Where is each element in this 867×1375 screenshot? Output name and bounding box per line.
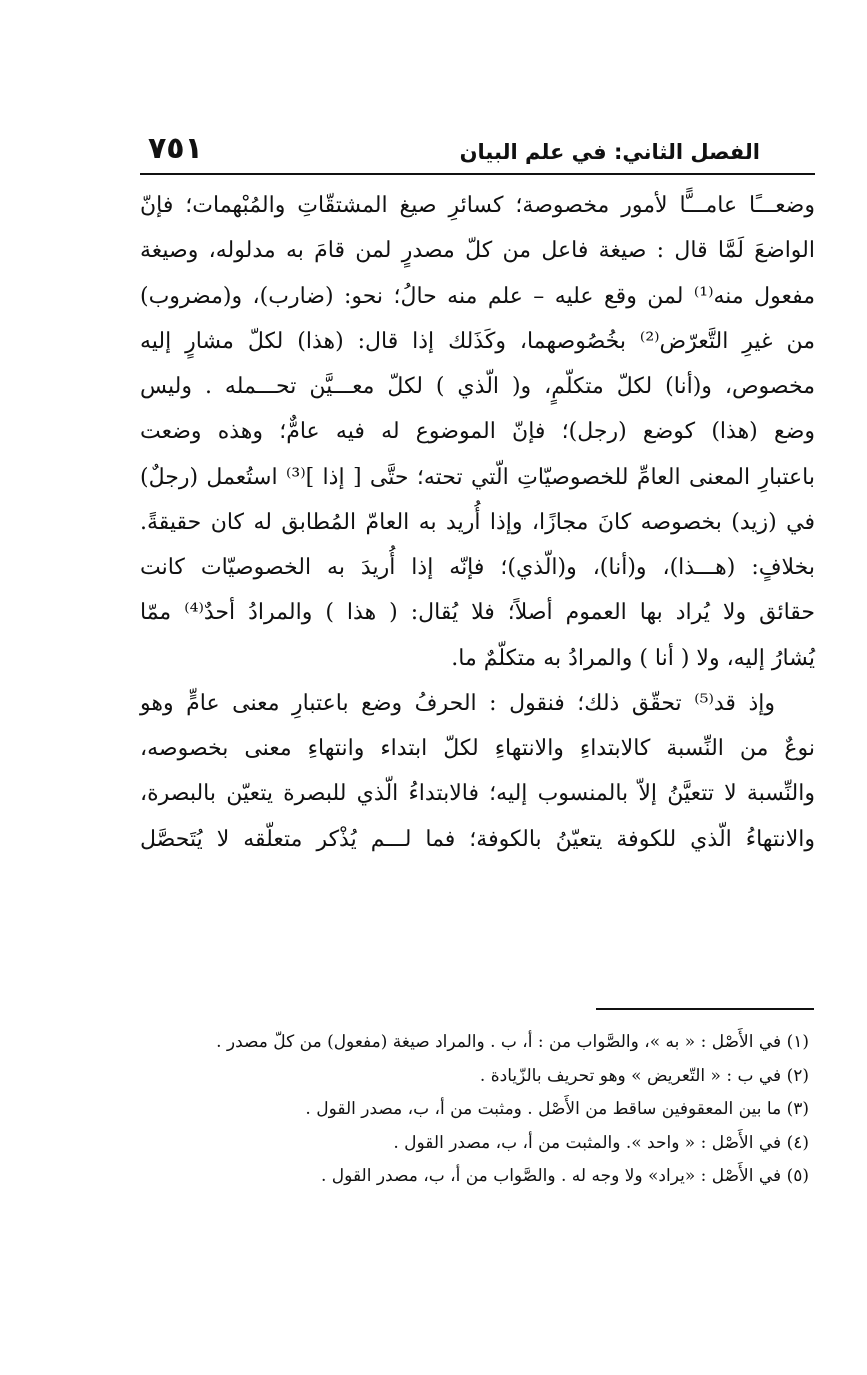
text-line: بخلافٍ: (هـــذا)، و(أنا)، و(الّذي)؛ فإنّه إذا أُريدَ به الخصوصيّات كانت: [140, 555, 815, 580]
text-line: من غيرِ التَّعرّض⁽²⁾ بخُصُوصهما، وكَذَلك إذا قال: (هذا) لكلّ مشارٍ إليه: [140, 328, 815, 354]
running-header: [140, 128, 815, 172]
footnotes: [140, 1026, 815, 1194]
footnote-4: (٤) في الأَصْل : « واحد ». والمثبت من أ، ب، مصدر القول .: [393, 1132, 809, 1153]
text-line: وضع (هذا) كوضع (رجل)؛ فإنّ الموضوع له فيه عامٌّ؛ وهذه وضعت: [140, 419, 815, 445]
main-text: [140, 183, 815, 862]
footnote-5: (٥) في الأَصْل : «يراد» ولا وجه له . والصَّواب من أ، ب، مصدر القول .: [321, 1166, 809, 1186]
text-line: في (زيد) بخصوصه كانَ مجازًا، وإذا أُريد به العامّ المُطابق له كان حقيقةً.: [140, 509, 815, 535]
footnote-separator: [596, 1008, 814, 1010]
text-line: وضعـــًا عامـــًّا لأمور مخصوصة؛ كسائرِ صيغ المشتقّاتِ والمُبْهمات؛ فإنّ: [140, 193, 815, 218]
text-line: مخصوص، و(أنا) لكلّ متكلّمٍ، و( الّذي ) لكلّ معـــيَّن تحـــمله . وليس: [140, 374, 815, 399]
text-line: وإذ قد⁽⁵⁾ تحقّق ذلك؛ فنقول : الحرفُ وضع باعتبارِ معنى عامٍّ وهو: [140, 690, 775, 716]
text-line: حقائق ولا يُراد بها العموم أصلاً؛ فلا يُقال: ( هذا ) والمرادُ أحدٌ⁽⁴⁾ ممّا: [140, 600, 816, 626]
text-line: والانتهاءُ الّذي للكوفة يتعيّنُ بالكوفة؛ فما لـــم يُذْكر متعلّقه لا يُتَحصَّل: [140, 826, 815, 852]
chapter-title: الفصل الثاني: في علم البيان: [459, 140, 760, 164]
footnote-2: (٢) في ب : « التّعريض » وهو تحريف بالزّيادة .: [479, 1065, 809, 1086]
text-line: باعتبارِ المعنى العامِّ للخصوصيّاتِ الّتي تحته؛ حتَّى [ إذا ]⁽³⁾ استُعمل (رجلٌ): [140, 464, 815, 490]
text-line: الواضعَ لَمَّا قال : صيغة فاعل من كلّ مصدرٍ لمن قامَ به مدلوله، وصيغة: [140, 238, 815, 264]
header-rule: [140, 173, 815, 175]
text-line: نوعٌ من النِّسبة كالابتداءِ والانتهاءِ لكلّ ابتداء وانتهاءِ معنى بخصوصه،: [140, 736, 815, 761]
footnote-1: (١) في الأَصْل : « به »، والصَّواب من : أ، ب . والمراد صيغة (مفعول) من كلّ مصدر .: [216, 1032, 809, 1052]
text-line: والنِّسبة لا تتعيَّنُ إلاّ بالمنسوب إليه؛ فالابتداءُ الّذي للبصرة يتعيّن بالبصرة،: [140, 781, 815, 807]
page-number: ٧٥١: [148, 131, 203, 166]
footnote-3: (٣) ما بين المعقوفين ساقط من الأَصْل . ومثبت من أ، ب، مصدر القول .: [305, 1099, 809, 1119]
text-line: يُشارُ إليه، ولا ( أنا ) والمرادُ به متكلّمٌ ما.: [451, 645, 815, 671]
text-line: مفعول منه⁽¹⁾ لمن وقع عليه – علم منه حالُ؛ نحو: (ضارب)، و(مضروب): [140, 283, 815, 309]
